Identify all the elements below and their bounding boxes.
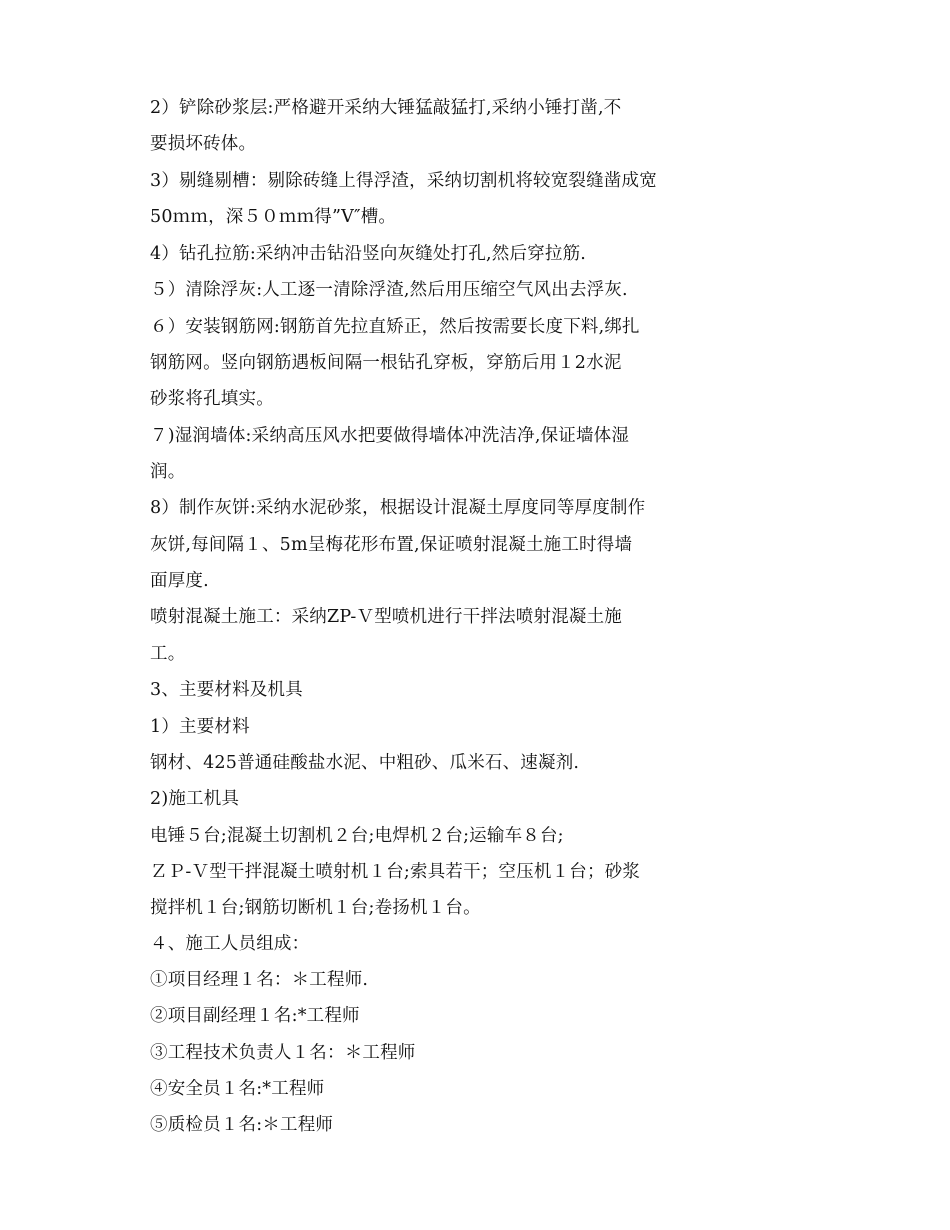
text-line: 润。 <box>150 462 186 482</box>
text-line: 搅拌机１台;钢筋切断机１台;卷扬机１台。 <box>150 898 481 918</box>
text-line: 电锤５台;混凝土切割机２台;电焊机２台;运输车８台; <box>150 826 564 846</box>
list-item: ①项目经理１名：＊工程师. <box>150 970 369 990</box>
section-heading: ４、施工人员组成： <box>150 934 310 954</box>
section-heading: 3、主要材料及机具 <box>150 680 303 700</box>
text-line: 喷射混凝土施工：采纳ZP-Ｖ型喷机进行干拌法喷射混凝土施 <box>150 607 622 627</box>
list-item: ⑤质检员１名:＊工程师 <box>150 1115 334 1135</box>
text-line: ５）清除浮灰:人工逐一清除浮渣,然后用压缩空气风出去浮灰. <box>150 280 628 300</box>
subsection-heading: 1）主要材料 <box>150 717 250 737</box>
text-line: 砂浆将孔填实。 <box>150 389 274 409</box>
text-line: 要损坏砖体。 <box>150 134 257 154</box>
text-line: 钢筋网。竖向钢筋遇板间隔一根钻孔穿板，穿筋后用１2水泥 <box>150 353 622 373</box>
text-line: 50ｍｍ，深５０ｍｍ得”V″槽。 <box>150 207 397 227</box>
text-line: ７)湿润墙体:采纳高压风水把要做得墙体冲洗洁净,保证墙体湿 <box>150 426 630 446</box>
text-line: 4）钻孔拉筋:采纳冲击钻沿竖向灰缝处打孔,然后穿拉筋. <box>150 244 587 264</box>
subsection-heading: 2)施工机具 <box>150 789 240 809</box>
text-line: 面厚度. <box>150 571 209 591</box>
text-line: ６）安装钢筋网:钢筋首先拉直矫正，然后按需要长度下料,绑扎 <box>150 317 640 337</box>
text-line: 8）制作灰饼:采纳水泥砂浆，根据设计混凝土厚度同等厚度制作 <box>150 498 646 518</box>
list-item: ③工程技术负责人１名：＊工程师 <box>150 1043 416 1063</box>
text-line: 灰饼,每间隔１、5m呈梅花形布置,保证喷射混凝土施工时得墙 <box>150 535 633 555</box>
text-line: ＺＰ-Ｖ型干拌混凝土喷射机１台;索具若干；空压机１台；砂浆 <box>150 862 641 882</box>
list-item: ④安全员１名:*工程师 <box>150 1079 325 1099</box>
list-item: ②项目副经理１名:*工程师 <box>150 1006 360 1026</box>
text-line: 钢材、425普通硅酸盐水泥、中粗砂、瓜米石、速凝剂. <box>150 753 580 773</box>
text-line: 2）铲除砂浆层:严格避开采纳大锤猛敲猛打,采纳小锤打凿,不 <box>150 98 622 118</box>
text-line: 3）剔缝剔槽：剔除砖缝上得浮渣，采纳切割机将较宽裂缝凿成宽 <box>150 171 657 191</box>
text-line: 工。 <box>150 644 186 664</box>
